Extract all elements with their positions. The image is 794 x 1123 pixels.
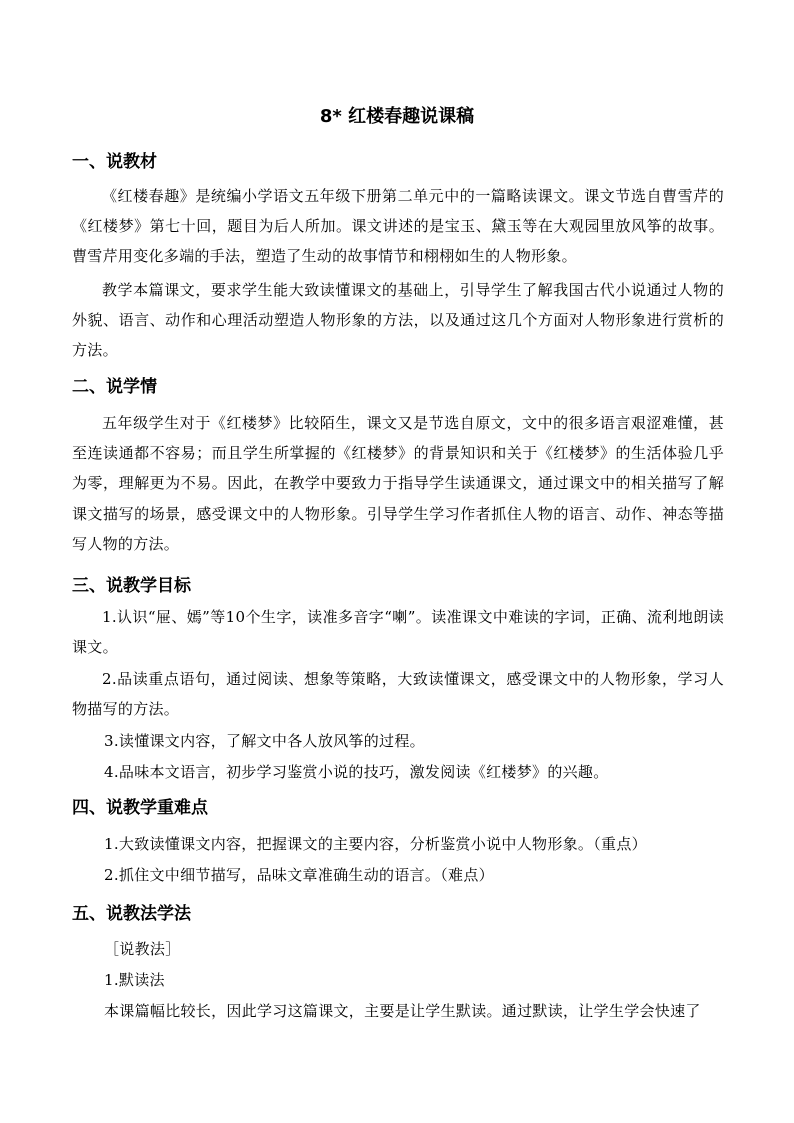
document-title: 8* 红楼春趣说课稿 <box>319 106 475 127</box>
section-heading-learners: 二、说学情 <box>72 377 157 397</box>
key-point-item-1: 1.大致读懂课文内容，把握课文的主要内容，分析鉴赏小说中人物形象。（重点） <box>104 835 647 853</box>
paragraph-methods-1: 本课篇幅比较长，因此学习这篇课文，主要是让学生默读。通过默读，让学生学会快速了 <box>104 1002 701 1020</box>
paragraph-textbook-2: 教学本篇课文，要求学生能大致读懂课文的基础上，引导学生了解我国古代小说通过人物的外貌、语言、动作和心理活动塑造人物形象的方法，以及通过这几个方面对人物形象进行赏析的方法。 <box>72 281 724 360</box>
objective-item-2: 2.品读重点语句，通过阅读、想象等策略，大致读懂课文，感受课文中的人物形象，学习人物描写的方法。 <box>72 670 724 719</box>
methods-item-silent-reading: 1.默读法 <box>104 971 165 989</box>
section-heading-key-points: 四、说教学重难点 <box>72 798 208 818</box>
section-heading-objectives: 三、说教学目标 <box>72 576 191 596</box>
section-heading-methods: 五、说教法学法 <box>72 904 191 924</box>
section-heading-textbook: 一、说教材 <box>72 152 157 172</box>
paragraph-learners-1: 五年级学生对于《红楼梦》比较陌生，课文又是节选自原文，文中的很多语言艰涩难懂，甚至连读通都不容易；而且学生所掌握的《红楼梦》的背景知识和关于《红楼梦》的生活体验几乎为零，理解更为不易。因此，在教学中要致力于指导学生读通课文，通过课文中的相关描写了解课文描写的场景，感受课文中的人物形象。引导学生学习作者抓住人物的语言、动作、神态等描写人物的方法。 <box>72 414 724 553</box>
paragraph-textbook-1: 《红楼春趣》是统编小学语文五年级下册第二单元中的一篇略读课文。课文节选自曹雪芹的《红楼梦》第七十回，题目为后人所加。课文讲述的是宝玉、黛玉等在大观园里放风筝的故事。曹雪芹用变化多端的手法，塑造了生动的故事情节和栩栩如生的人物形象。 <box>72 187 724 266</box>
objective-item-3: 3.读懂课文内容，了解文中各人放风筝的过程。 <box>104 732 425 750</box>
key-point-item-2: 2.抓住文中细节描写，品味文章准确生动的语言。（难点） <box>104 866 494 884</box>
objective-item-1: 1.认识“屉、嫣”等10个生字，读准多音字“喇”。读准课文中难读的字词，正确、流利地朗读课文。 <box>72 608 724 657</box>
objective-item-4: 4.品味本文语言，初步学习鉴赏小说的技巧，激发阅读《红楼梦》的兴趣。 <box>104 763 609 781</box>
methods-subheading-teaching: ［说教法］ <box>104 940 181 958</box>
